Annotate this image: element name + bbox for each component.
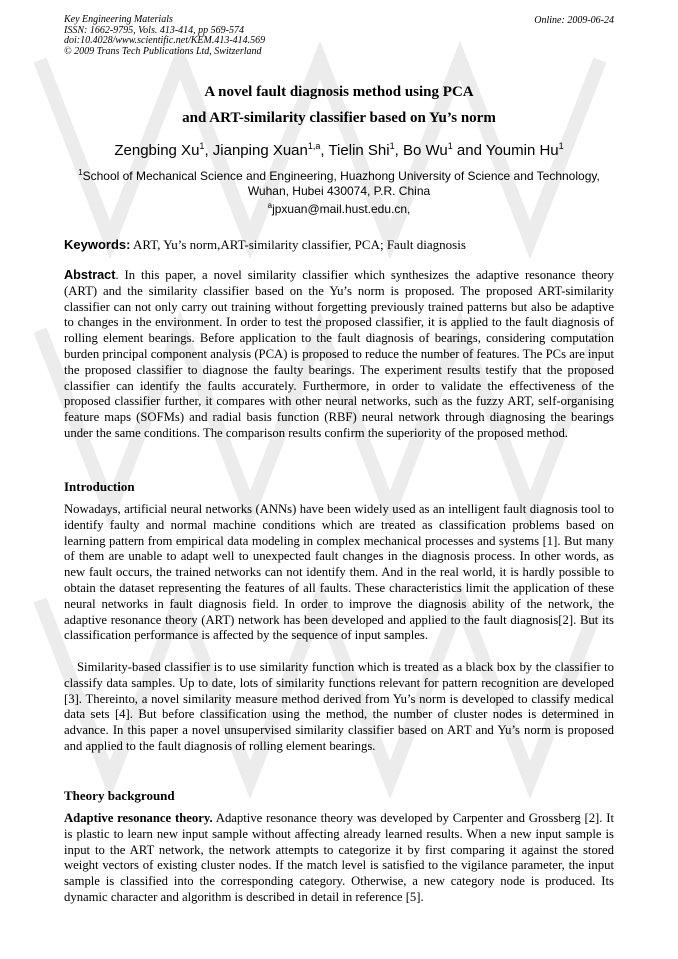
section-heading-introduction: Introduction bbox=[64, 479, 135, 494]
intro-paragraph-1: Nowadays, artificial neural networks (ANNs) have been widely used as an intelligent fault diagnosis tool to identify faulty and normal machine conditions which are treated as classification problems based on learning pattern from empirical data modeling in complex mechanical processes and systems [1]. But many of them are unable to adapt well to unexpected fault changes in the diagnosis process. In other words, as new fault occurs, the trained networks can not identify them. And in the real world, it is hardly possible to obtain the dataset representing the features of all faults. These characteristics limit the application of these neural networks in fault diagnosis field. In order to improve the diagnosis ability of the network, the adaptive resonance theory (ART) network has been developed and applied to the fault diagnosis[2]. But its classification performance is affected by the sequence of input samples. bbox=[64, 502, 614, 643]
theory-paragraph bbox=[64, 811, 614, 906]
copyright-line: © 2009 Trans Tech Publications Ltd, Switzerland bbox=[64, 45, 262, 57]
theory-text: Adaptive resonance theory was developed by Carpenter and Grossberg [2]. It is plastic to learn new input sample without affecting already learned results. When a new input sample is input to the ART network, the network attempts to categorize it by first comparing it against the stored weight vectors of existing cluster nodes. If the match level is satisfied to the vigilance parameter, the input sample is classified into the corresponding category. Otherwise, a new category node is produced. Its dynamic character and algorithm is described in detail in reference [5]. bbox=[64, 811, 614, 904]
keywords bbox=[64, 237, 614, 253]
abstract-text: . In this paper, a novel similarity classifier which synthesizes the adaptive resonance theory (ART) and the similarity classifier based on the Yu’s norm is proposed. The proposed ART-similarity classifier can not only carry out training without forgetting previously trained patterns but also be adaptive to changes in the environment. In order to test the proposed classifier, it is applied to the fault diagnosis of rolling element bearings. Before application to the fault diagnosis of bearings, considering computation burden principal component analysis (PCA) is proposed to reduce the number of features. The PCs are input the proposed classifier to diagnose the faulty bearings. The experiment results testify that the proposed classifier can identify the faults accurately. Furthermore, in order to validate the effectiveness of the proposed classifier further, it compares with other neural networks, such as the fuzzy ART, self-organising feature maps (SOFMs) and radial basis function (RBF) neural network through diagnosing the bearings under the same conditions. The comparison results confirm the superiority of the proposed method. bbox=[64, 268, 614, 440]
keywords-label: Keywords: bbox=[64, 237, 131, 252]
author: Zengbing Xu$^1$, bbox=[114, 141, 213, 159]
keywords-text: ART, Yu’s norm,ART-similarity classifier, PCA; Fault diagnosis bbox=[130, 237, 466, 252]
paper-title-line1: A novel fault diagnosis method using PCA bbox=[204, 84, 474, 100]
theory-label: Adaptive resonance theory. bbox=[64, 811, 213, 825]
doi-line: doi:10.4028/www.scientific.net/KEM.413-414.569 bbox=[64, 35, 266, 46]
intro-paragraph-2: Similarity-based classifier is to use similarity function which is treated as a black box by the classifier to classify data samples. Up to date, lots of similarity functions relevant for pattern recognition are developed [3]. Thereinto, a novel similarity measure method derived from Yu’s norm is developed to classify medical data sets [4]. But before classification using the method, the number of cluster nodes is determined in advance. In this paper a novel unsupervised similarity classifier based on ART and Yu’s norm is proposed and applied to the fault diagnosis of rolling element bearings. bbox=[64, 660, 614, 753]
abstract bbox=[64, 268, 614, 442]
paper-title-line2: and ART-similarity classifier based on Yu’s norm bbox=[182, 110, 496, 126]
author: Bo Wu$^1$ and bbox=[402, 141, 486, 159]
author: Youmin Hu$^1$ bbox=[485, 141, 564, 159]
issn-line: ISSN: 1662-9795, Vols. 413-414, pp 569-574 bbox=[64, 24, 244, 36]
author: Tielin Shi$^1$, bbox=[328, 141, 403, 159]
contact-email: $^a$jpxuan@mail.hust.edu.cn, bbox=[267, 201, 411, 216]
online-date: Online: 2009-06-24 bbox=[534, 15, 614, 26]
author: Jianping Xuan$^{1,a}$, bbox=[212, 141, 329, 159]
affiliation: $^1$School of Mechanical Science and Engineering, Huazhong University of Science and Technology, Wuhan, Hubei 430074, P.R. China bbox=[78, 168, 600, 198]
author-list bbox=[0, 141, 678, 159]
abstract-label: Abstract bbox=[64, 268, 116, 282]
journal-header bbox=[64, 15, 265, 57]
section-heading-theory: Theory background bbox=[64, 788, 175, 803]
journal-name: Key Engineering Materials bbox=[64, 14, 173, 25]
